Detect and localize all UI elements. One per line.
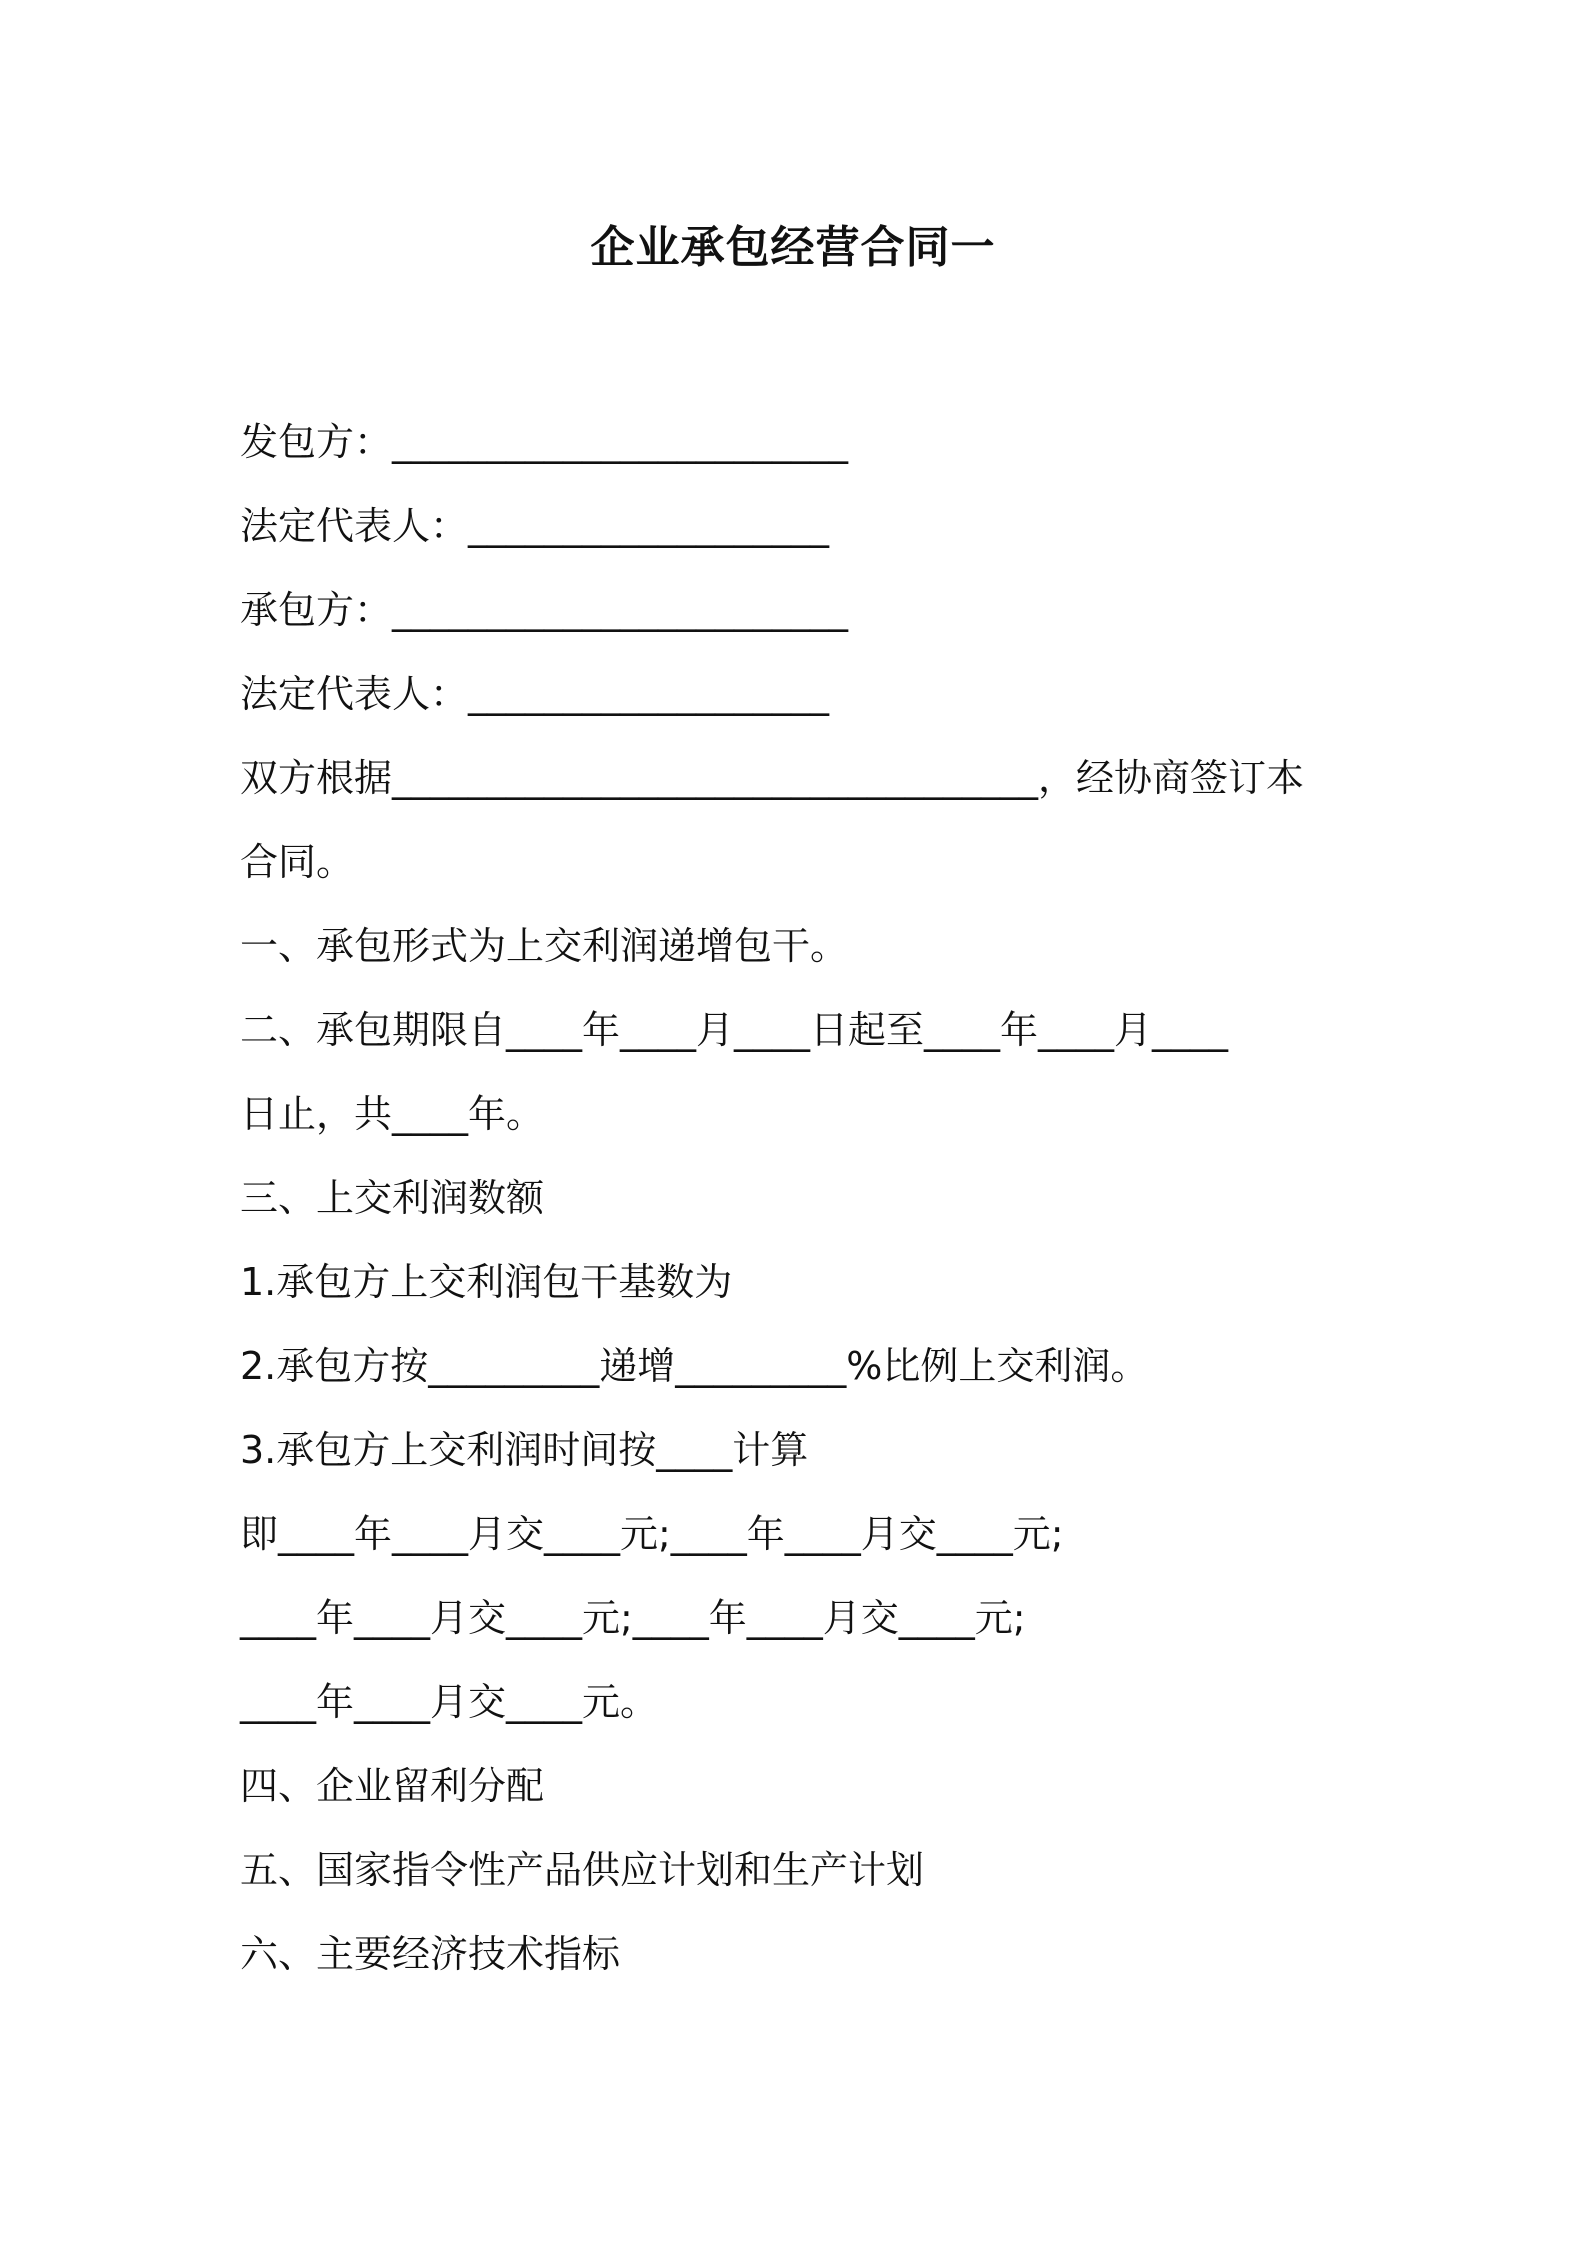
schedule-line-2: ____年____月交____元;____年____月交____元;: [240, 1596, 1026, 1640]
clause-3-item-1: 1.承包方上交利润包干基数为: [240, 1260, 733, 1304]
clause-3-item-2: 2.承包方按_________递增_________%比例上交利润。: [240, 1344, 1149, 1388]
clause-3-item-3: 3.承包方上交利润时间按____计算: [240, 1428, 809, 1472]
document-title: 企业承包经营合同一: [590, 222, 996, 273]
document-body: [240, 400, 1360, 1996]
issuer-line: 发包方：________________________: [240, 420, 849, 464]
clause-2-continued: 日止，共____年。: [240, 1092, 545, 1136]
clause-2: 二、承包期限自____年____月____日起至____年____月____: [240, 1008, 1229, 1052]
schedule-line-1: 即____年____月交____元;____年____月交____元;: [240, 1512, 1064, 1556]
basis-line-continued: 合同。: [240, 840, 355, 884]
contractor-representative-line: 法定代表人：___________________: [240, 672, 830, 716]
issuer-representative-line: 法定代表人：___________________: [240, 504, 830, 548]
clause-3-heading: 三、上交利润数额: [240, 1176, 545, 1220]
basis-line: 双方根据__________________________________，经协商签订本: [240, 756, 1305, 800]
clause-6-heading: 六、主要经济技术指标: [240, 1932, 621, 1976]
schedule-line-3: ____年____月交____元。: [240, 1680, 659, 1724]
clause-5-heading: 五、国家指令性产品供应计划和生产计划: [240, 1848, 925, 1892]
clause-1: 一、承包形式为上交利润递增包干。: [240, 924, 849, 968]
clause-4-heading: 四、企业留利分配: [240, 1764, 545, 1808]
contractor-line: 承包方：________________________: [240, 588, 849, 632]
